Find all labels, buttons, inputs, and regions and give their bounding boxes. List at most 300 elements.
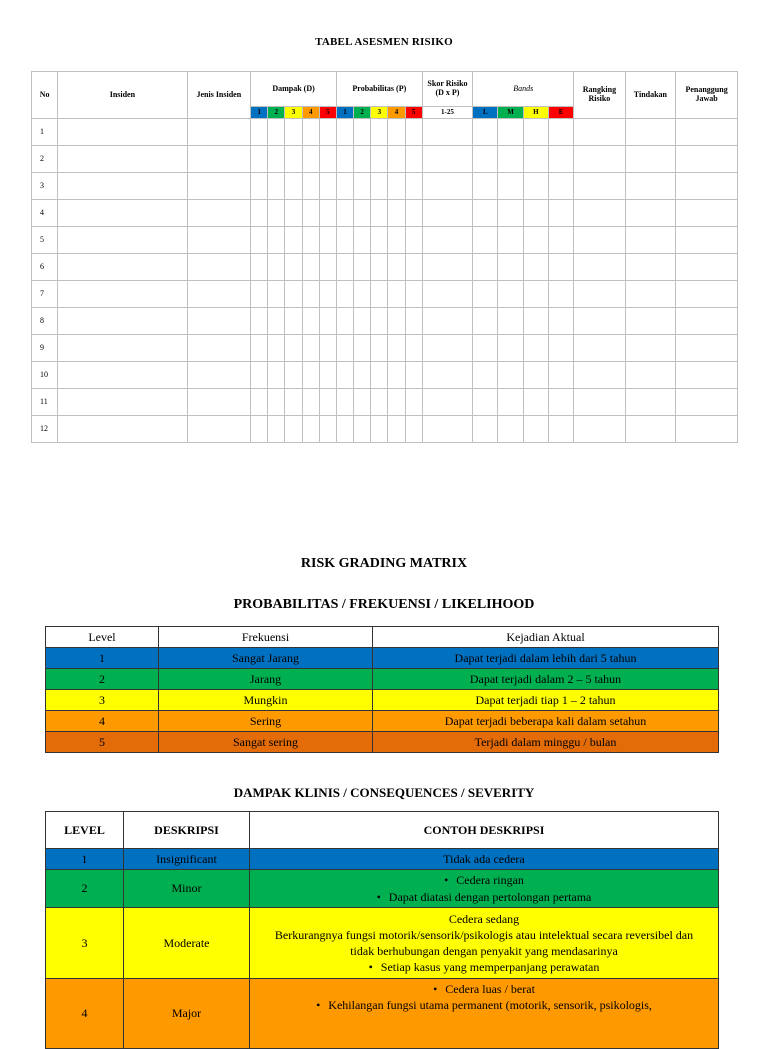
impact-example-line: • Dapat diatasi dengan pertolongan pertama: [250, 889, 718, 905]
table-cell: [574, 308, 626, 335]
dampak-level-4: 4: [302, 107, 319, 119]
table-cell: [58, 254, 187, 281]
table-cell: [473, 308, 498, 335]
table-cell: [354, 389, 371, 416]
impact-example: [250, 979, 719, 1049]
table-cell: [251, 119, 268, 146]
table-cell: [371, 389, 388, 416]
header-insiden: Insiden: [58, 72, 187, 119]
table-cell: [388, 335, 405, 362]
table-cell: [251, 200, 268, 227]
table-cell: [302, 416, 319, 443]
row-number: 11: [32, 389, 58, 416]
table-cell: [523, 362, 548, 389]
table-cell: [574, 389, 626, 416]
row-number: 3: [32, 173, 58, 200]
table-cell: [58, 308, 187, 335]
table-cell: [336, 146, 353, 173]
impact-example: [250, 908, 719, 979]
table-cell: [405, 389, 422, 416]
table-cell: [58, 335, 187, 362]
table-cell: [625, 200, 675, 227]
prob-header-frekuensi: Frekuensi: [159, 627, 373, 648]
table-cell: [302, 281, 319, 308]
table-cell: [187, 227, 251, 254]
probability-actual: Dapat terjadi tiap 1 – 2 tahun: [373, 690, 719, 711]
table-cell: [625, 389, 675, 416]
table-cell: [285, 281, 302, 308]
table-cell: [548, 389, 573, 416]
table-cell: [625, 308, 675, 335]
table-cell: [187, 362, 251, 389]
row-number: 9: [32, 335, 58, 362]
row-number: 8: [32, 308, 58, 335]
impact-example: [250, 870, 719, 908]
row-number: 12: [32, 416, 58, 443]
row-number: 6: [32, 254, 58, 281]
table-cell: [498, 389, 523, 416]
table-cell: [523, 146, 548, 173]
table-cell: [319, 389, 336, 416]
table-cell: [251, 362, 268, 389]
table-cell: [285, 173, 302, 200]
row-number: 7: [32, 281, 58, 308]
table-cell: [302, 254, 319, 281]
table-row: [32, 173, 738, 200]
impact-header-contoh: CONTOH DESKRIPSI: [250, 812, 719, 849]
skor-range: 1-25: [422, 107, 472, 119]
table-cell: [574, 200, 626, 227]
table-cell: [285, 146, 302, 173]
table-cell: [422, 389, 472, 416]
table-cell: [574, 227, 626, 254]
table-cell: [336, 416, 353, 443]
table-cell: [574, 146, 626, 173]
impact-title: DAMPAK KLINIS / CONSEQUENCES / SEVERITY: [233, 785, 535, 800]
prob-level-1: 1: [336, 107, 353, 119]
table-cell: [523, 335, 548, 362]
table-row: [32, 227, 738, 254]
row-number: 5: [32, 227, 58, 254]
table-cell: [405, 281, 422, 308]
table-cell: [388, 227, 405, 254]
table-cell: [388, 254, 405, 281]
table-cell: [473, 200, 498, 227]
table-cell: [354, 416, 371, 443]
table-cell: [302, 389, 319, 416]
table-cell: [498, 416, 523, 443]
table-cell: [58, 362, 187, 389]
table-cell: [285, 308, 302, 335]
table-cell: [574, 362, 626, 389]
table-cell: [58, 389, 187, 416]
header-jenis-insiden: Jenis Insiden: [187, 72, 251, 119]
table-cell: [371, 200, 388, 227]
table-cell: [405, 227, 422, 254]
table-cell: [187, 119, 251, 146]
table-cell: [548, 119, 573, 146]
table-cell: [523, 227, 548, 254]
impact-desc: Major: [124, 979, 250, 1049]
probability-actual: Dapat terjadi dalam 2 – 5 tahun: [373, 669, 719, 690]
impact-example-line: Berkurangnya fungsi motorik/sensorik/psikologis atau intelektual secara reversibel dan tidak berhubungan dengan penyakit yang mendasarinya: [274, 927, 694, 958]
header-skor: Skor Risiko (D x P): [422, 72, 472, 107]
table-cell: [319, 173, 336, 200]
table-cell: [422, 281, 472, 308]
table-cell: [371, 281, 388, 308]
table-cell: [371, 119, 388, 146]
table-cell: [319, 146, 336, 173]
table-cell: [354, 335, 371, 362]
band-e: E: [548, 107, 573, 119]
table-cell: [354, 254, 371, 281]
table-cell: [371, 254, 388, 281]
table-cell: [422, 173, 472, 200]
table-cell: [371, 146, 388, 173]
table-cell: [676, 119, 738, 146]
table-cell: [548, 200, 573, 227]
prob-header-level: Level: [46, 627, 159, 648]
table-cell: [422, 200, 472, 227]
band-h: H: [523, 107, 548, 119]
table-cell: [251, 227, 268, 254]
table-cell: [388, 119, 405, 146]
table-cell: [523, 119, 548, 146]
table-cell: [319, 281, 336, 308]
table-cell: [336, 335, 353, 362]
table-cell: [354, 281, 371, 308]
table-cell: [574, 119, 626, 146]
table-row: [32, 146, 738, 173]
table-cell: [319, 227, 336, 254]
probability-freq: Sering: [159, 711, 373, 732]
table-cell: [523, 308, 548, 335]
table-cell: [405, 416, 422, 443]
probability-row: [46, 669, 719, 690]
table-cell: [251, 146, 268, 173]
header-bands: Bands: [473, 72, 574, 107]
table-cell: [251, 254, 268, 281]
table-cell: [371, 416, 388, 443]
table-cell: [405, 362, 422, 389]
table-cell: [548, 254, 573, 281]
impact-desc: Insignificant: [124, 849, 250, 870]
probability-actual: Dapat terjadi beberapa kali dalam setahun: [373, 711, 719, 732]
probability-title: PROBABILITAS / FREKUENSI / LIKELIHOOD: [233, 597, 535, 612]
table-cell: [473, 281, 498, 308]
dampak-level-2: 2: [268, 107, 285, 119]
table-cell: [676, 254, 738, 281]
table-cell: [187, 146, 251, 173]
probability-actual: Terjadi dalam minggu / bulan: [373, 732, 719, 753]
table-cell: [268, 173, 285, 200]
header-no: No: [32, 72, 58, 119]
table-cell: [251, 389, 268, 416]
table-cell: [473, 119, 498, 146]
table-cell: [58, 227, 187, 254]
table-cell: [336, 281, 353, 308]
table-cell: [319, 119, 336, 146]
table-cell: [498, 335, 523, 362]
impact-example: Tidak ada cedera: [250, 849, 719, 870]
table-cell: [388, 362, 405, 389]
impact-example-line: • Cedera luas / berat: [250, 981, 718, 997]
table-cell: [473, 173, 498, 200]
table-cell: [574, 335, 626, 362]
table-cell: [548, 308, 573, 335]
header-penanggung-jawab: Penanggung Jawab: [676, 72, 738, 119]
table-row: [32, 254, 738, 281]
table-cell: [268, 146, 285, 173]
table-cell: [302, 173, 319, 200]
table-cell: [268, 227, 285, 254]
probability-row: [46, 711, 719, 732]
table-cell: [251, 173, 268, 200]
table-cell: [498, 254, 523, 281]
table-cell: [319, 308, 336, 335]
table-cell: [354, 119, 371, 146]
table-cell: [422, 335, 472, 362]
table-cell: [388, 200, 405, 227]
table-cell: [285, 335, 302, 362]
impact-example-line: • Setiap kasus yang memperpanjang perawatan: [262, 959, 706, 975]
probability-row: [46, 648, 719, 669]
table-cell: [268, 335, 285, 362]
table-cell: [473, 389, 498, 416]
table-cell: [319, 254, 336, 281]
table-cell: [336, 119, 353, 146]
table-cell: [268, 389, 285, 416]
probability-freq: Sangat Jarang: [159, 648, 373, 669]
table-cell: [336, 173, 353, 200]
table-cell: [187, 173, 251, 200]
table-cell: [251, 308, 268, 335]
table-cell: [473, 254, 498, 281]
probability-freq: Jarang: [159, 669, 373, 690]
table-cell: [625, 119, 675, 146]
table-cell: [405, 308, 422, 335]
table-cell: [251, 281, 268, 308]
table-cell: [422, 254, 472, 281]
table-cell: [336, 227, 353, 254]
table-cell: [422, 308, 472, 335]
table-cell: [354, 146, 371, 173]
table-cell: [268, 362, 285, 389]
impact-header-level: LEVEL: [46, 812, 124, 849]
table-cell: [548, 335, 573, 362]
table-cell: [388, 173, 405, 200]
table-cell: [405, 335, 422, 362]
table-cell: [187, 335, 251, 362]
table-cell: [302, 335, 319, 362]
probability-level: 4: [46, 711, 159, 732]
table-cell: [625, 173, 675, 200]
table-cell: [676, 200, 738, 227]
table-cell: [268, 254, 285, 281]
row-number: 2: [32, 146, 58, 173]
table-row: [32, 362, 738, 389]
table-cell: [268, 200, 285, 227]
table-cell: [548, 416, 573, 443]
table-cell: [625, 254, 675, 281]
table-cell: [405, 119, 422, 146]
dampak-level-5: 5: [319, 107, 336, 119]
table-cell: [336, 389, 353, 416]
table-cell: [548, 362, 573, 389]
row-number: 10: [32, 362, 58, 389]
impact-example-line: • Kehilangan fungsi utama permanent (motorik, sensorik, psikologis,: [250, 997, 718, 1013]
header-probabilitas: Probabilitas (P): [336, 72, 422, 107]
table-cell: [498, 227, 523, 254]
table-cell: [187, 416, 251, 443]
table-cell: [548, 281, 573, 308]
table-cell: [574, 173, 626, 200]
table-cell: [302, 308, 319, 335]
table-cell: [405, 200, 422, 227]
table-cell: [548, 227, 573, 254]
assessment-title: TABEL ASESMEN RISIKO: [315, 36, 453, 48]
table-cell: [625, 362, 675, 389]
table-cell: [268, 281, 285, 308]
probability-level: 3: [46, 690, 159, 711]
table-cell: [285, 254, 302, 281]
row-number: 1: [32, 119, 58, 146]
table-cell: [336, 362, 353, 389]
table-cell: [523, 254, 548, 281]
table-cell: [498, 362, 523, 389]
table-cell: [268, 308, 285, 335]
table-cell: [548, 173, 573, 200]
table-cell: [354, 173, 371, 200]
table-cell: [285, 119, 302, 146]
risk-assessment-table: [31, 71, 738, 443]
table-cell: [405, 173, 422, 200]
table-cell: [58, 173, 187, 200]
table-cell: [473, 146, 498, 173]
table-cell: [676, 146, 738, 173]
table-cell: [676, 335, 738, 362]
table-cell: [498, 200, 523, 227]
table-row: [32, 416, 738, 443]
table-cell: [319, 362, 336, 389]
table-cell: [523, 281, 548, 308]
table-cell: [388, 281, 405, 308]
table-cell: [187, 389, 251, 416]
table-cell: [58, 281, 187, 308]
impact-desc: Minor: [124, 870, 250, 908]
band-m: M: [498, 107, 523, 119]
table-cell: [285, 389, 302, 416]
table-cell: [388, 389, 405, 416]
probability-table: [45, 626, 719, 753]
table-cell: [676, 227, 738, 254]
impact-level: 2: [46, 870, 124, 908]
table-cell: [422, 362, 472, 389]
table-cell: [354, 308, 371, 335]
table-row: [32, 335, 738, 362]
table-cell: [473, 362, 498, 389]
table-cell: [371, 362, 388, 389]
table-cell: [498, 281, 523, 308]
table-cell: [187, 200, 251, 227]
impact-desc: Moderate: [124, 908, 250, 979]
table-cell: [498, 308, 523, 335]
table-cell: [302, 227, 319, 254]
table-cell: [574, 254, 626, 281]
prob-header-kejadian: Kejadian Aktual: [373, 627, 719, 648]
probability-freq: Mungkin: [159, 690, 373, 711]
table-cell: [354, 200, 371, 227]
table-cell: [302, 362, 319, 389]
table-cell: [58, 119, 187, 146]
table-cell: [625, 281, 675, 308]
table-cell: [676, 389, 738, 416]
table-cell: [285, 200, 302, 227]
table-cell: [625, 146, 675, 173]
impact-level: 1: [46, 849, 124, 870]
table-cell: [676, 362, 738, 389]
table-cell: [268, 119, 285, 146]
header-rangking: Rangking Risiko: [574, 72, 626, 119]
impact-level: 4: [46, 979, 124, 1049]
probability-level: 5: [46, 732, 159, 753]
table-cell: [354, 362, 371, 389]
table-cell: [285, 416, 302, 443]
impact-level: 3: [46, 908, 124, 979]
table-cell: [302, 200, 319, 227]
table-cell: [676, 416, 738, 443]
table-cell: [319, 416, 336, 443]
prob-level-2: 2: [354, 107, 371, 119]
impact-table: [45, 811, 719, 1049]
probability-level: 2: [46, 669, 159, 690]
table-cell: [574, 281, 626, 308]
table-cell: [523, 389, 548, 416]
table-cell: [371, 335, 388, 362]
prob-level-4: 4: [388, 107, 405, 119]
risk-grading-title: RISK GRADING MATRIX: [300, 556, 468, 571]
table-cell: [523, 200, 548, 227]
table-cell: [251, 416, 268, 443]
impact-example-line: • Cedera ringan: [250, 872, 718, 888]
table-cell: [422, 146, 472, 173]
table-cell: [388, 308, 405, 335]
header-tindakan: Tindakan: [625, 72, 675, 119]
table-cell: [302, 146, 319, 173]
table-cell: [336, 308, 353, 335]
table-cell: [625, 335, 675, 362]
table-row: [32, 200, 738, 227]
table-cell: [473, 335, 498, 362]
table-cell: [319, 335, 336, 362]
table-cell: [354, 227, 371, 254]
table-cell: [625, 416, 675, 443]
table-row: [32, 281, 738, 308]
table-cell: [285, 227, 302, 254]
table-cell: [523, 416, 548, 443]
probability-row: [46, 732, 719, 753]
table-cell: [498, 173, 523, 200]
table-cell: [405, 146, 422, 173]
table-row: [32, 119, 738, 146]
table-cell: [422, 227, 472, 254]
impact-example-line: Cedera sedang: [448, 911, 520, 926]
table-cell: [371, 308, 388, 335]
table-cell: [422, 119, 472, 146]
table-cell: [498, 119, 523, 146]
probability-level: 1: [46, 648, 159, 669]
dampak-level-3: 3: [285, 107, 302, 119]
